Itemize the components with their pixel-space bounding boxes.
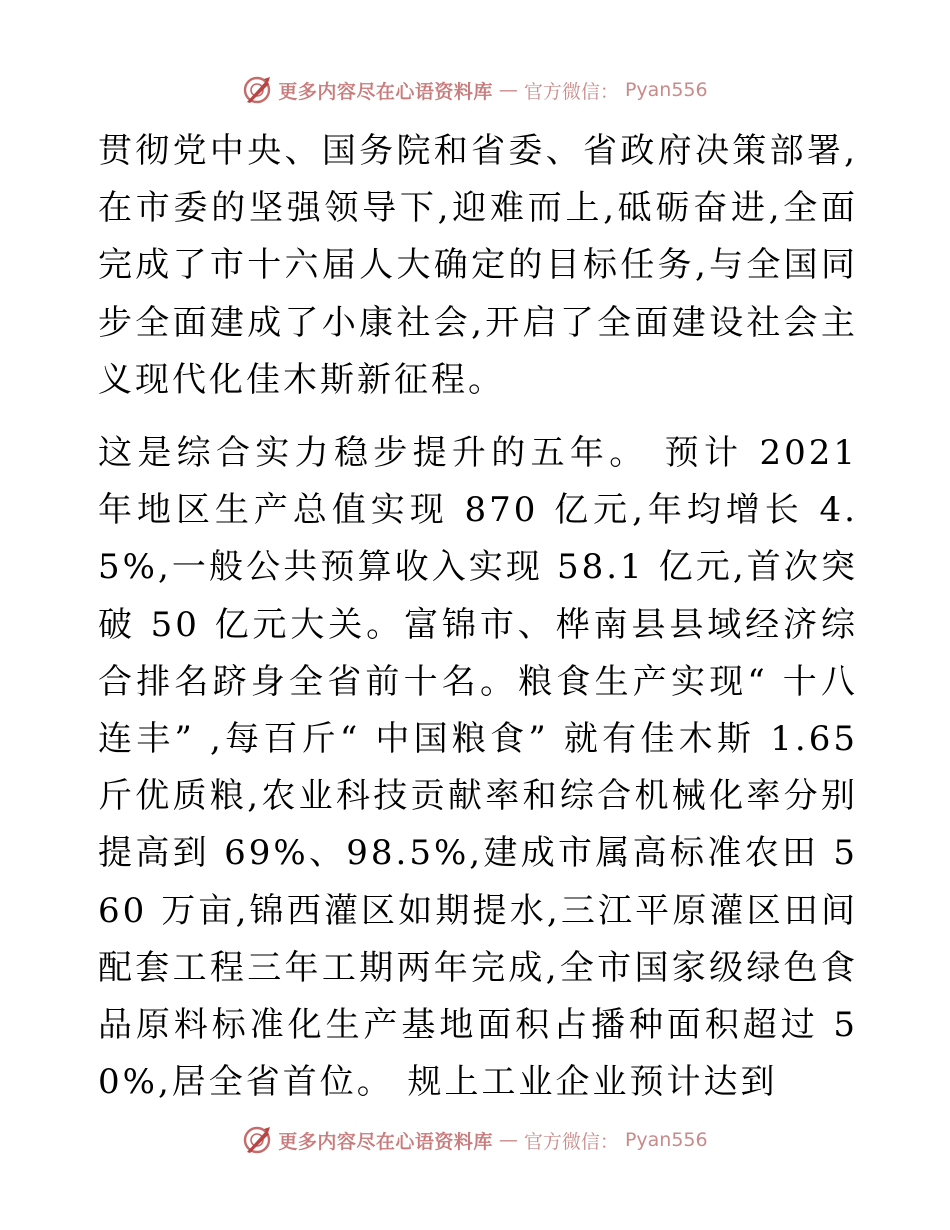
document-body [98, 123, 858, 1111]
watermark-title: 更多内容尽在心语资料库 [278, 80, 493, 103]
watermark-contact-id: Pyan556 [624, 79, 708, 101]
quill-logo-icon [242, 1125, 272, 1155]
watermark-contact-label: 官方微信： [523, 1130, 619, 1153]
watermark-separator: — [498, 1129, 518, 1151]
paragraph-2: 这是综合实力稳步提升的五年。 预计 2021 年地区生产总值实现 870 亿元,年均增长 4.5%,一般公共预算收入实现 58.1 亿元,首次突破 50 亿元大关。富锦市、桦南县县域经济综合排名跻身全省前十名。粮食生产实现“ 十八连丰” ,每百斤“ 中国粮食” 就有佳木斯 1.65 斤优质粮,农业科技贡献率和综合机械化率分别提高到 69%、98.5%,建成市属高标准农田 560 万亩,锦西灌区如期提水,三江平原灌区田间配套工程三年工期两年完成,全市国家级绿色食品原料标准化生产基地面积占播种面积超过 50%,居全省首位。 规上工业企业预计达到 [98, 433, 858, 1103]
watermark-footer [0, 1120, 950, 1160]
quill-logo-icon [242, 75, 272, 105]
watermark-separator: — [498, 79, 518, 101]
watermark-contact-label: 官方微信： [523, 80, 619, 103]
watermark-title: 更多内容尽在心语资料库 [278, 1130, 493, 1153]
watermark-contact-id: Pyan556 [624, 1129, 708, 1151]
watermark-header [0, 70, 950, 110]
paragraph-1: 贯彻党中央、国务院和省委、省政府决策部署,在市委的坚强领导下,迎难而上,砥砺奋进,全面完成了市十六届人大确定的目标任务,与全国同步全面建成了小康社会,开启了全面建设社会主义现代化佳木斯新征程。 [98, 131, 858, 400]
